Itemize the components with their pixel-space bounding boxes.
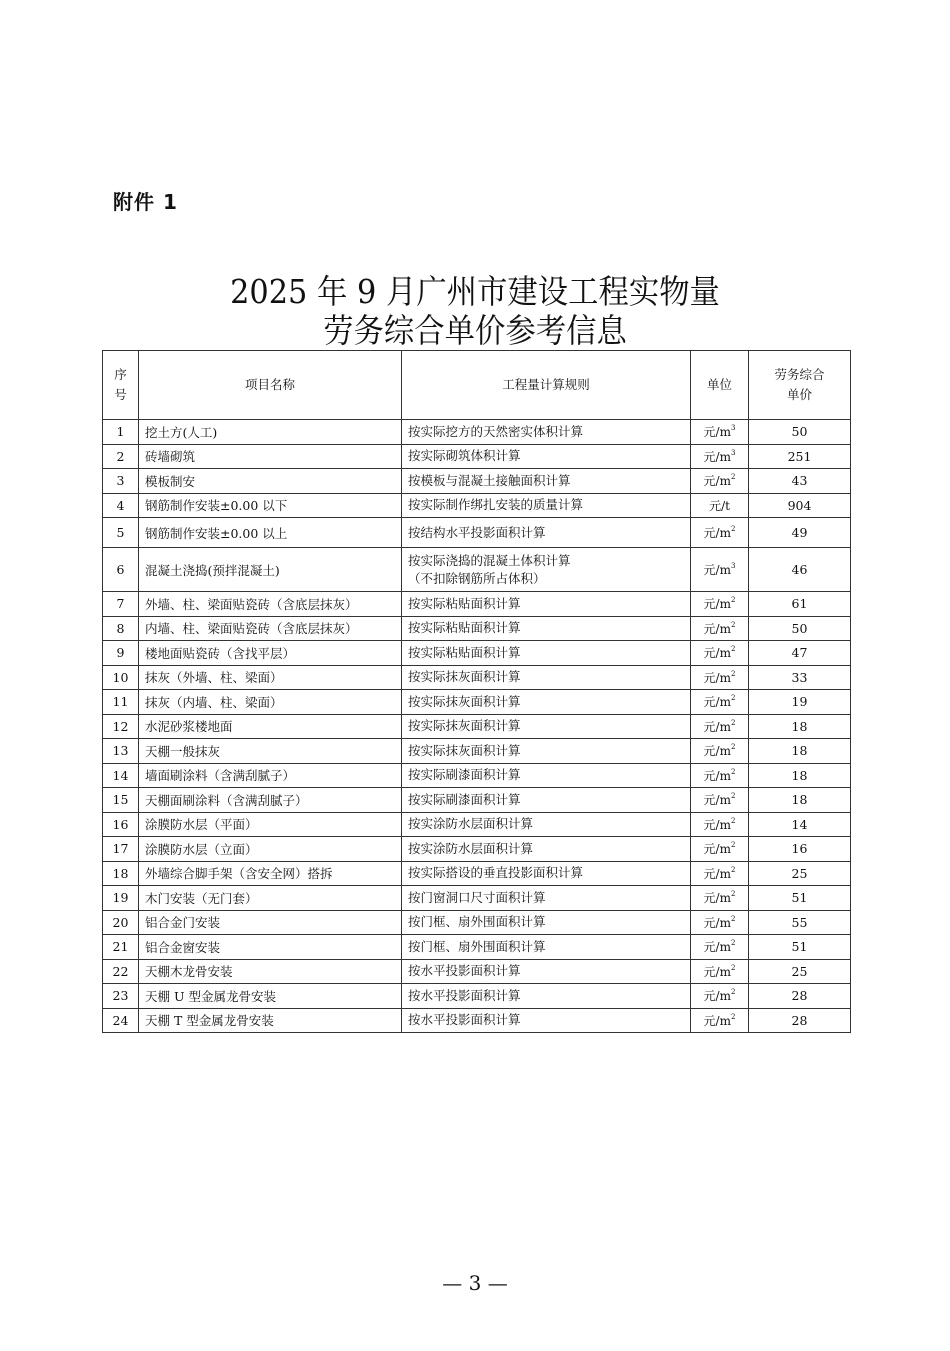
unit-exponent: 2 <box>730 841 736 850</box>
cell-index: 11 <box>103 690 139 715</box>
unit-exponent: 2 <box>730 669 736 678</box>
table-header-row <box>103 351 851 420</box>
cell-item-name: 内墙、柱、梁面贴瓷砖（含底层抹灰） <box>139 616 402 641</box>
cell-calc-rule <box>402 469 691 494</box>
cell-price: 49 <box>749 518 851 548</box>
unit-text: 元/m <box>703 793 731 808</box>
rule-line-1: 按实际挖方的天然密实体积计算 <box>408 423 584 439</box>
unit-text: 元/m <box>703 719 731 734</box>
cell-price: 251 <box>749 444 851 469</box>
cell-calc-rule <box>402 665 691 690</box>
cell-item-name: 楼地面贴瓷砖（含找平层） <box>139 641 402 666</box>
header-index-line2: 号 <box>114 387 127 402</box>
header-rule: 工程量计算规则 <box>402 351 691 420</box>
cell-index: 22 <box>103 959 139 984</box>
table-row <box>103 493 851 518</box>
cell-index: 18 <box>103 861 139 886</box>
cell-unit <box>691 886 749 911</box>
cell-item-name: 钢筋制作安装±0.00 以下 <box>139 493 402 518</box>
cell-unit <box>691 935 749 960</box>
cell-price: 18 <box>749 763 851 788</box>
cell-calc-rule <box>402 837 691 862</box>
unit-text: 元/m <box>703 563 731 577</box>
cell-unit <box>691 959 749 984</box>
cell-price: 25 <box>749 861 851 886</box>
cell-unit <box>691 518 749 548</box>
cell-item-name: 天棚木龙骨安装 <box>139 959 402 984</box>
cell-price: 50 <box>749 420 851 445</box>
unit-text: 元/m <box>703 695 731 710</box>
cell-price: 904 <box>749 493 851 518</box>
unit-exponent: 3 <box>730 448 736 457</box>
cell-price: 50 <box>749 616 851 641</box>
rule-line-1: 按水平投影面积计算 <box>408 987 521 1003</box>
cell-price: 47 <box>749 641 851 666</box>
cell-price: 28 <box>749 1008 851 1033</box>
cell-unit <box>691 910 749 935</box>
cell-calc-rule <box>402 788 691 813</box>
header-index <box>103 351 139 420</box>
unit-exponent: 2 <box>730 890 736 899</box>
cell-item-name: 涂膜防水层（平面） <box>139 812 402 837</box>
cell-item-name: 天棚 U 型金属龙骨安装 <box>139 984 402 1009</box>
unit-text: 元/m <box>703 1013 731 1028</box>
table-row <box>103 665 851 690</box>
header-price-line1: 劳务综合 <box>774 367 825 382</box>
table-row <box>103 690 851 715</box>
rule-line-1: 按实际刷漆面积计算 <box>408 767 521 783</box>
rule-line-1: 按实际粘贴面积计算 <box>408 644 521 660</box>
cell-index: 7 <box>103 592 139 617</box>
cell-item-name: 抹灰（外墙、柱、梁面） <box>139 665 402 690</box>
table-row <box>103 910 851 935</box>
cell-price: 51 <box>749 935 851 960</box>
unit-text: 元/m <box>703 768 731 783</box>
cell-price: 25 <box>749 959 851 984</box>
cell-item-name: 砖墙砌筑 <box>139 444 402 469</box>
cell-index: 13 <box>103 739 139 764</box>
cell-index: 17 <box>103 837 139 862</box>
cell-index: 24 <box>103 1008 139 1033</box>
rule-line-1: 按实际抹灰面积计算 <box>408 718 521 734</box>
cell-index: 21 <box>103 935 139 960</box>
cell-price: 14 <box>749 812 851 837</box>
unit-text: 元/m <box>703 425 731 440</box>
cell-item-name: 钢筋制作安装±0.00 以上 <box>139 518 402 548</box>
unit-exponent: 2 <box>730 645 736 654</box>
cell-unit <box>691 616 749 641</box>
header-price <box>749 351 851 420</box>
header-index-line1: 序 <box>114 367 127 382</box>
cell-price: 28 <box>749 984 851 1009</box>
rule-line-1: 按实涂防水层面积计算 <box>408 840 534 856</box>
table-row <box>103 714 851 739</box>
table-row <box>103 837 851 862</box>
rule-line-1: 按实际浇捣的混凝土体积计算 <box>408 552 571 568</box>
table-row <box>103 518 851 548</box>
rule-line-1: 按实涂防水层面积计算 <box>408 816 534 832</box>
cell-item-name: 外墙综合脚手架（含安全网）搭拆 <box>139 861 402 886</box>
table-row <box>103 548 851 592</box>
table-row <box>103 984 851 1009</box>
unit-text: 元/m <box>703 940 731 955</box>
unit-exponent: 2 <box>730 792 736 801</box>
unit-exponent: 2 <box>730 620 736 629</box>
cell-calc-rule <box>402 493 691 518</box>
rule-line-1: 按实际抹灰面积计算 <box>408 742 521 758</box>
unit-text: 元/m <box>703 842 731 857</box>
rule-line-1: 按实际粘贴面积计算 <box>408 595 521 611</box>
table-row <box>103 861 851 886</box>
rule-line-1: 按实际粘贴面积计算 <box>408 620 521 636</box>
cell-calc-rule <box>402 763 691 788</box>
cell-calc-rule <box>402 959 691 984</box>
cell-calc-rule <box>402 1008 691 1033</box>
cell-calc-rule <box>402 714 691 739</box>
rule-line-1: 按水平投影面积计算 <box>408 1012 521 1028</box>
table-row <box>103 886 851 911</box>
cell-item-name: 混凝土浇捣(预拌混凝土) <box>139 548 402 592</box>
unit-text: 元/m <box>703 744 731 759</box>
cell-index: 9 <box>103 641 139 666</box>
cell-item-name: 墙面刷涂料（含满刮腻子） <box>139 763 402 788</box>
unit-exponent: 2 <box>730 963 736 972</box>
cell-calc-rule <box>402 690 691 715</box>
cell-calc-rule <box>402 739 691 764</box>
cell-item-name: 涂膜防水层（立面） <box>139 837 402 862</box>
rule-line-1: 按模板与混凝土接触面积计算 <box>408 472 571 488</box>
header-name: 项目名称 <box>139 351 402 420</box>
unit-text: 元/m <box>703 989 731 1004</box>
cell-price: 61 <box>749 592 851 617</box>
cell-item-name: 水泥砂浆楼地面 <box>139 714 402 739</box>
unit-text: 元/m <box>703 621 731 636</box>
table-row <box>103 469 851 494</box>
unit-exponent: 3 <box>730 424 736 433</box>
cell-unit <box>691 444 749 469</box>
cell-unit <box>691 493 749 518</box>
cell-item-name: 铝合金门安装 <box>139 910 402 935</box>
cell-item-name: 天棚面刷涂料（含满刮腻子） <box>139 788 402 813</box>
unit-text: 元/m <box>703 964 731 979</box>
unit-exponent: 2 <box>730 988 736 997</box>
unit-exponent: 2 <box>730 865 736 874</box>
unit-exponent: 2 <box>730 718 736 727</box>
cell-item-name: 天棚 T 型金属龙骨安装 <box>139 1008 402 1033</box>
unit-exponent: 2 <box>730 914 736 923</box>
cell-index: 4 <box>103 493 139 518</box>
rule-line-1: 按结构水平投影面积计算 <box>408 524 546 540</box>
document-title-line-1: 2025 年 9 月广州市建设工程实物量 <box>230 272 720 311</box>
cell-unit <box>691 812 749 837</box>
cell-index: 8 <box>103 616 139 641</box>
cell-unit <box>691 788 749 813</box>
unit-exponent: 2 <box>730 939 736 948</box>
cell-unit <box>691 763 749 788</box>
unit-text: 元/m <box>703 449 731 464</box>
cell-unit <box>691 739 749 764</box>
table-row <box>103 592 851 617</box>
cell-index: 6 <box>103 548 139 592</box>
unit-text: 元/m <box>703 646 731 661</box>
cell-item-name: 铝合金窗安装 <box>139 935 402 960</box>
cell-unit <box>691 984 749 1009</box>
cell-calc-rule <box>402 984 691 1009</box>
unit-text: 元/m <box>703 915 731 930</box>
unit-text: 元/m <box>703 597 731 612</box>
cell-index: 14 <box>103 763 139 788</box>
unit-exponent: 2 <box>730 694 736 703</box>
cell-unit <box>691 592 749 617</box>
cell-price: 55 <box>749 910 851 935</box>
rule-line-1: 按实际制作绑扎安装的质量计算 <box>408 497 584 513</box>
cell-unit <box>691 714 749 739</box>
cell-price: 18 <box>749 714 851 739</box>
unit-exponent: 2 <box>730 767 736 776</box>
table-row <box>103 763 851 788</box>
rule-line-1: 按门框、扇外围面积计算 <box>408 914 546 930</box>
price-table <box>102 350 851 1033</box>
unit-exponent: 3 <box>730 562 736 570</box>
unit-text: 元/t <box>709 498 730 513</box>
cell-price: 18 <box>749 739 851 764</box>
cell-index: 12 <box>103 714 139 739</box>
header-price-line2: 单价 <box>786 387 812 402</box>
cell-price: 43 <box>749 469 851 494</box>
cell-item-name: 抹灰（内墙、柱、梁面） <box>139 690 402 715</box>
table-row <box>103 812 851 837</box>
attachment-label: 附件 1 <box>113 190 178 214</box>
cell-unit <box>691 837 749 862</box>
unit-text: 元/m <box>703 670 731 685</box>
unit-text: 元/m <box>703 866 731 881</box>
cell-unit <box>691 641 749 666</box>
cell-calc-rule <box>402 616 691 641</box>
unit-text: 元/m <box>703 526 731 540</box>
cell-index: 19 <box>103 886 139 911</box>
unit-text: 元/m <box>703 817 731 832</box>
cell-item-name: 木门安装（无门套） <box>139 886 402 911</box>
cell-price: 33 <box>749 665 851 690</box>
table-row <box>103 444 851 469</box>
cell-calc-rule <box>402 518 691 548</box>
table-row <box>103 959 851 984</box>
cell-price: 16 <box>749 837 851 862</box>
cell-calc-rule <box>402 641 691 666</box>
cell-unit <box>691 665 749 690</box>
unit-text: 元/m <box>703 891 731 906</box>
cell-item-name: 外墙、柱、梁面贴瓷砖（含底层抹灰） <box>139 592 402 617</box>
rule-line-1: 按实际刷漆面积计算 <box>408 791 521 807</box>
cell-item-name: 天棚一般抹灰 <box>139 739 402 764</box>
unit-text: 元/m <box>703 474 731 489</box>
cell-unit <box>691 690 749 715</box>
cell-unit <box>691 861 749 886</box>
unit-exponent: 2 <box>730 473 736 482</box>
rule-line-1: 按水平投影面积计算 <box>408 963 521 979</box>
cell-calc-rule <box>402 910 691 935</box>
cell-calc-rule <box>402 886 691 911</box>
cell-unit <box>691 548 749 592</box>
cell-calc-rule <box>402 420 691 445</box>
cell-unit <box>691 469 749 494</box>
cell-calc-rule <box>402 444 691 469</box>
cell-index: 10 <box>103 665 139 690</box>
unit-exponent: 2 <box>730 816 736 825</box>
unit-exponent: 2 <box>730 596 736 605</box>
cell-index: 20 <box>103 910 139 935</box>
cell-index: 2 <box>103 444 139 469</box>
cell-index: 23 <box>103 984 139 1009</box>
cell-calc-rule <box>402 861 691 886</box>
cell-item-name: 挖土方(人工) <box>139 420 402 445</box>
cell-item-name: 模板制安 <box>139 469 402 494</box>
cell-index: 15 <box>103 788 139 813</box>
unit-exponent: 2 <box>730 1012 736 1021</box>
table-row <box>103 1008 851 1033</box>
rule-line-1: 按门框、扇外围面积计算 <box>408 938 546 954</box>
unit-exponent: 2 <box>730 525 736 533</box>
rule-line-1: 按实际砌筑体积计算 <box>408 448 521 464</box>
cell-unit <box>691 1008 749 1033</box>
document-title-line-2: 劳务综合单价参考信息 <box>323 311 627 350</box>
cell-price: 51 <box>749 886 851 911</box>
cell-price: 46 <box>749 548 851 592</box>
cell-index: 5 <box>103 518 139 548</box>
rule-line-1: 按门窗洞口尺寸面积计算 <box>408 889 546 905</box>
cell-calc-rule <box>402 548 691 592</box>
cell-price: 18 <box>749 788 851 813</box>
table-row <box>103 420 851 445</box>
rule-line-1: 按实际搭设的垂直投影面积计算 <box>408 865 584 881</box>
cell-index: 3 <box>103 469 139 494</box>
cell-calc-rule <box>402 592 691 617</box>
cell-calc-rule <box>402 935 691 960</box>
table-row <box>103 641 851 666</box>
table-row <box>103 788 851 813</box>
header-unit: 单位 <box>691 351 749 420</box>
cell-index: 16 <box>103 812 139 837</box>
rule-line-1: 按实际抹灰面积计算 <box>408 693 521 709</box>
cell-price: 19 <box>749 690 851 715</box>
cell-index: 1 <box>103 420 139 445</box>
cell-calc-rule <box>402 812 691 837</box>
unit-exponent: 2 <box>730 743 736 752</box>
page-number: — 3 — <box>442 1271 508 1295</box>
table-row <box>103 616 851 641</box>
rule-line-1: 按实际抹灰面积计算 <box>408 669 521 685</box>
table-row <box>103 935 851 960</box>
table-row <box>103 739 851 764</box>
rule-line-2: （不扣除钢筋所占体积） <box>408 570 546 586</box>
cell-unit <box>691 420 749 445</box>
